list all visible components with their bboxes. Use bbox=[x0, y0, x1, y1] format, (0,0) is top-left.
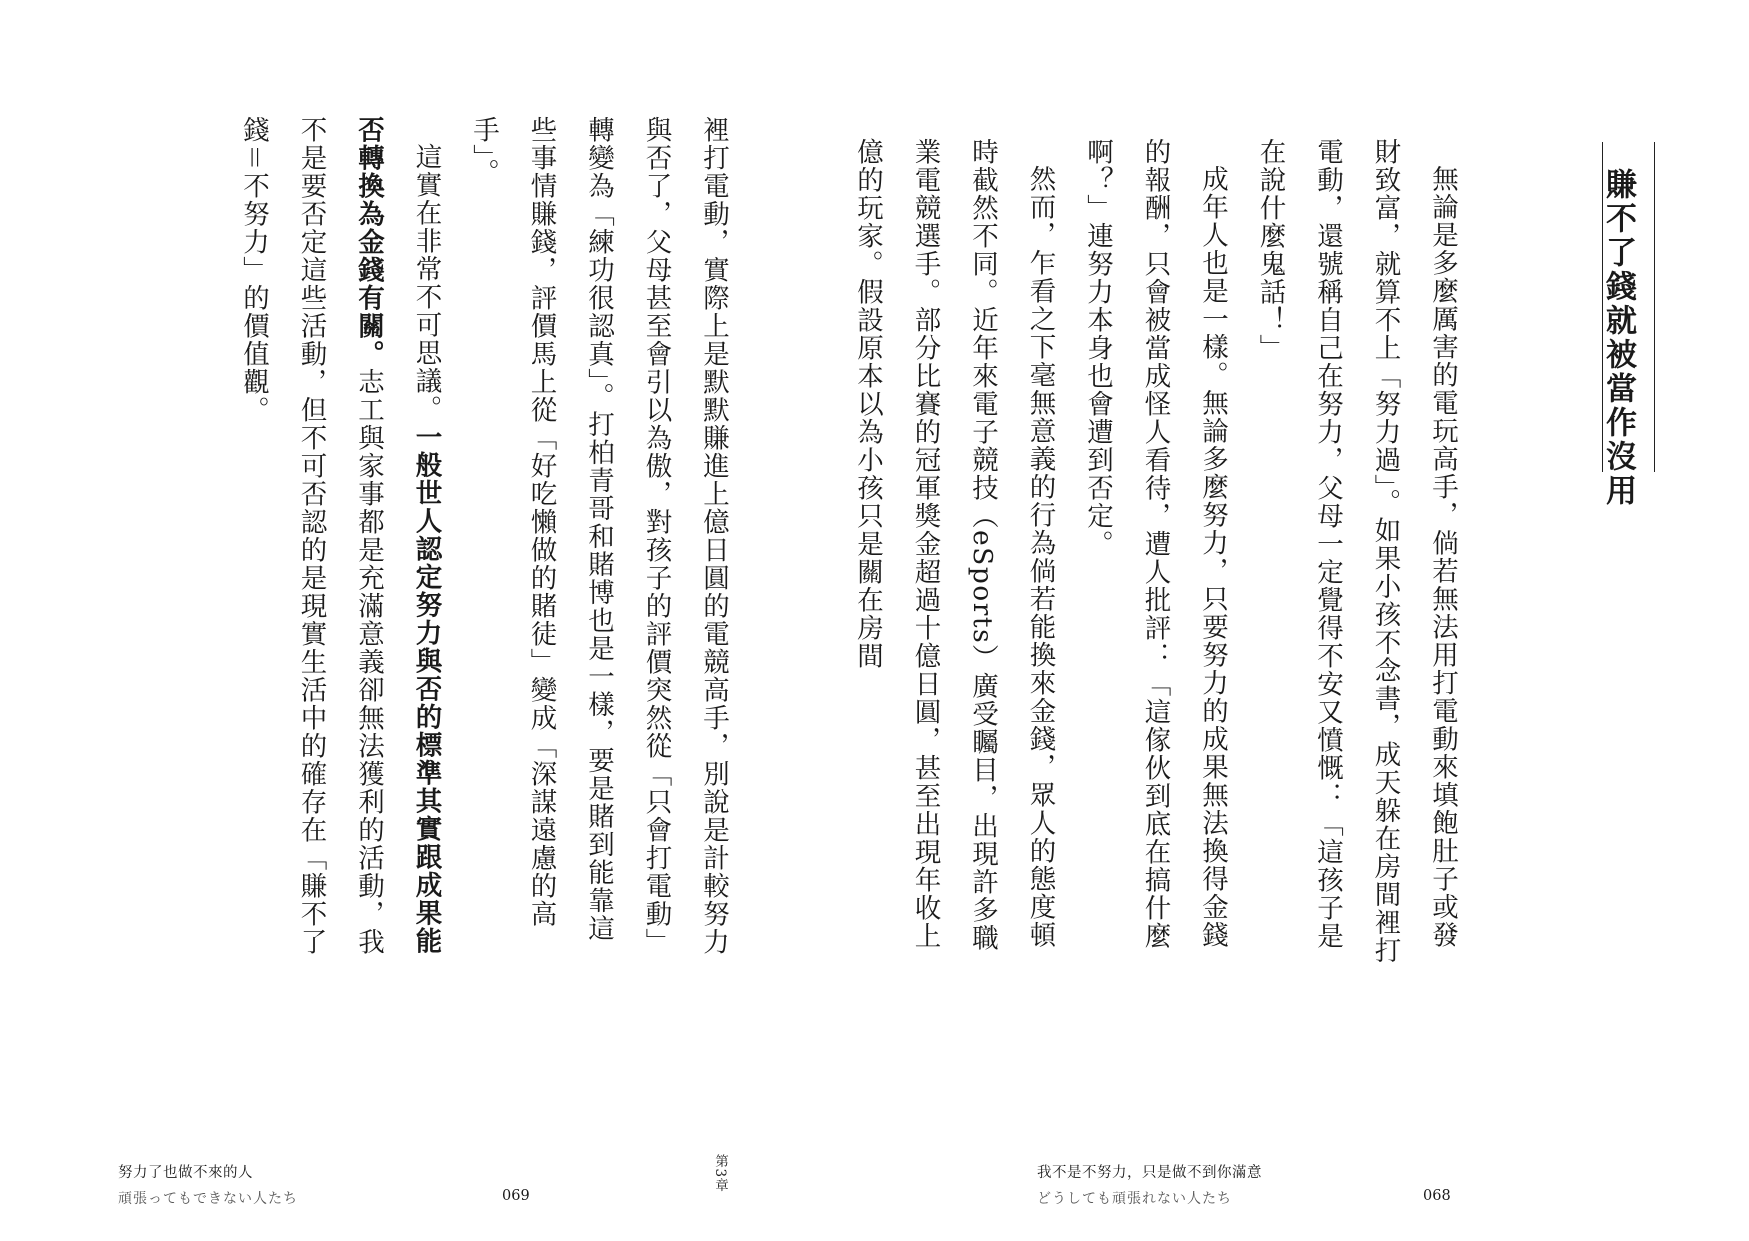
right-paragraph-3: 然而，乍看之下毫無意義的行為倘若能換來金錢，眾人的態度頓時截然不同。近年來電子競技（eSports）廣受矚目，出現許多職業電競選手。部分比賽的冠軍獎金超過十億日圓，甚至出現年收上億的玩家。假設原本以為小孩只是關在房間 bbox=[852, 138, 1056, 953]
right-page bbox=[852, 0, 1749, 1241]
section-title: 賺不了錢就被當作沒用 bbox=[1600, 168, 1636, 508]
left-paragraph-2-rest: 志工與家事都是充滿意義卻無法獲利的活動，我不是要否定這些活動，但不可否認的是現實生活中的確存在「賺不了錢＝不努力」的價值觀。 bbox=[238, 116, 384, 956]
left-paragraph-2-lead: 這實在非常不可思議。 bbox=[410, 142, 442, 423]
chapter-mark: 第3章 bbox=[712, 1154, 728, 1193]
right-footer-subtitle: どうしても頑張れない人たち bbox=[1037, 1191, 1232, 1207]
right-page-body bbox=[852, 138, 1471, 968]
left-footer-subtitle: 頑張ってもできない人たち bbox=[118, 1191, 298, 1207]
left-page-body bbox=[238, 116, 742, 956]
right-paragraph-2: 成年人也是一樣。無論多麼努力，只要努力的成果無法換得金錢的報酬，只會被當成怪人看待，遭人批評：「這傢伙到底在搞什麼啊？」連努力本身也會遭到否定。 bbox=[1082, 138, 1228, 950]
left-footer-book-title: 努力了也做不來的人 bbox=[118, 1165, 253, 1181]
left-paragraph-2 bbox=[225, 116, 455, 956]
left-paragraph-1: 裡打電動，實際上是默默賺進上億日圓的電競高手，別說是計較努力與否了，父母甚至會引以為傲，對孩子的評價突然從「只會打電動」轉變為「練功很認真」。打柏青哥和賭博也是一樣，要是賭到能靠這些事情賺錢，評價馬上從「好吃懶做的賭徒」變成「深謀遠慮的高手」。 bbox=[468, 116, 729, 956]
right-paragraph-1: 無論是多麼厲害的電玩高手，倘若無法用打電動來填飽肚子或發財致富，就算不上「努力過」。如果小孩不念書，成天躲在房間裡打電動，還號稱自己在努力，父母一定覺得不安又憤慨：「這孩子是在說什麼鬼話！」 bbox=[1254, 138, 1458, 965]
right-page-number: 068 bbox=[1423, 1188, 1451, 1204]
left-paragraph-2-bold: 一般世人認定努力與否的標準其實跟成果能否轉換為金錢有關。 bbox=[353, 116, 442, 955]
title-rule-right bbox=[1654, 142, 1655, 472]
left-page-number: 069 bbox=[502, 1188, 530, 1204]
right-footer-book-title: 我不是不努力，只是做不到你滿意 bbox=[1037, 1165, 1262, 1181]
left-page bbox=[0, 0, 874, 1241]
